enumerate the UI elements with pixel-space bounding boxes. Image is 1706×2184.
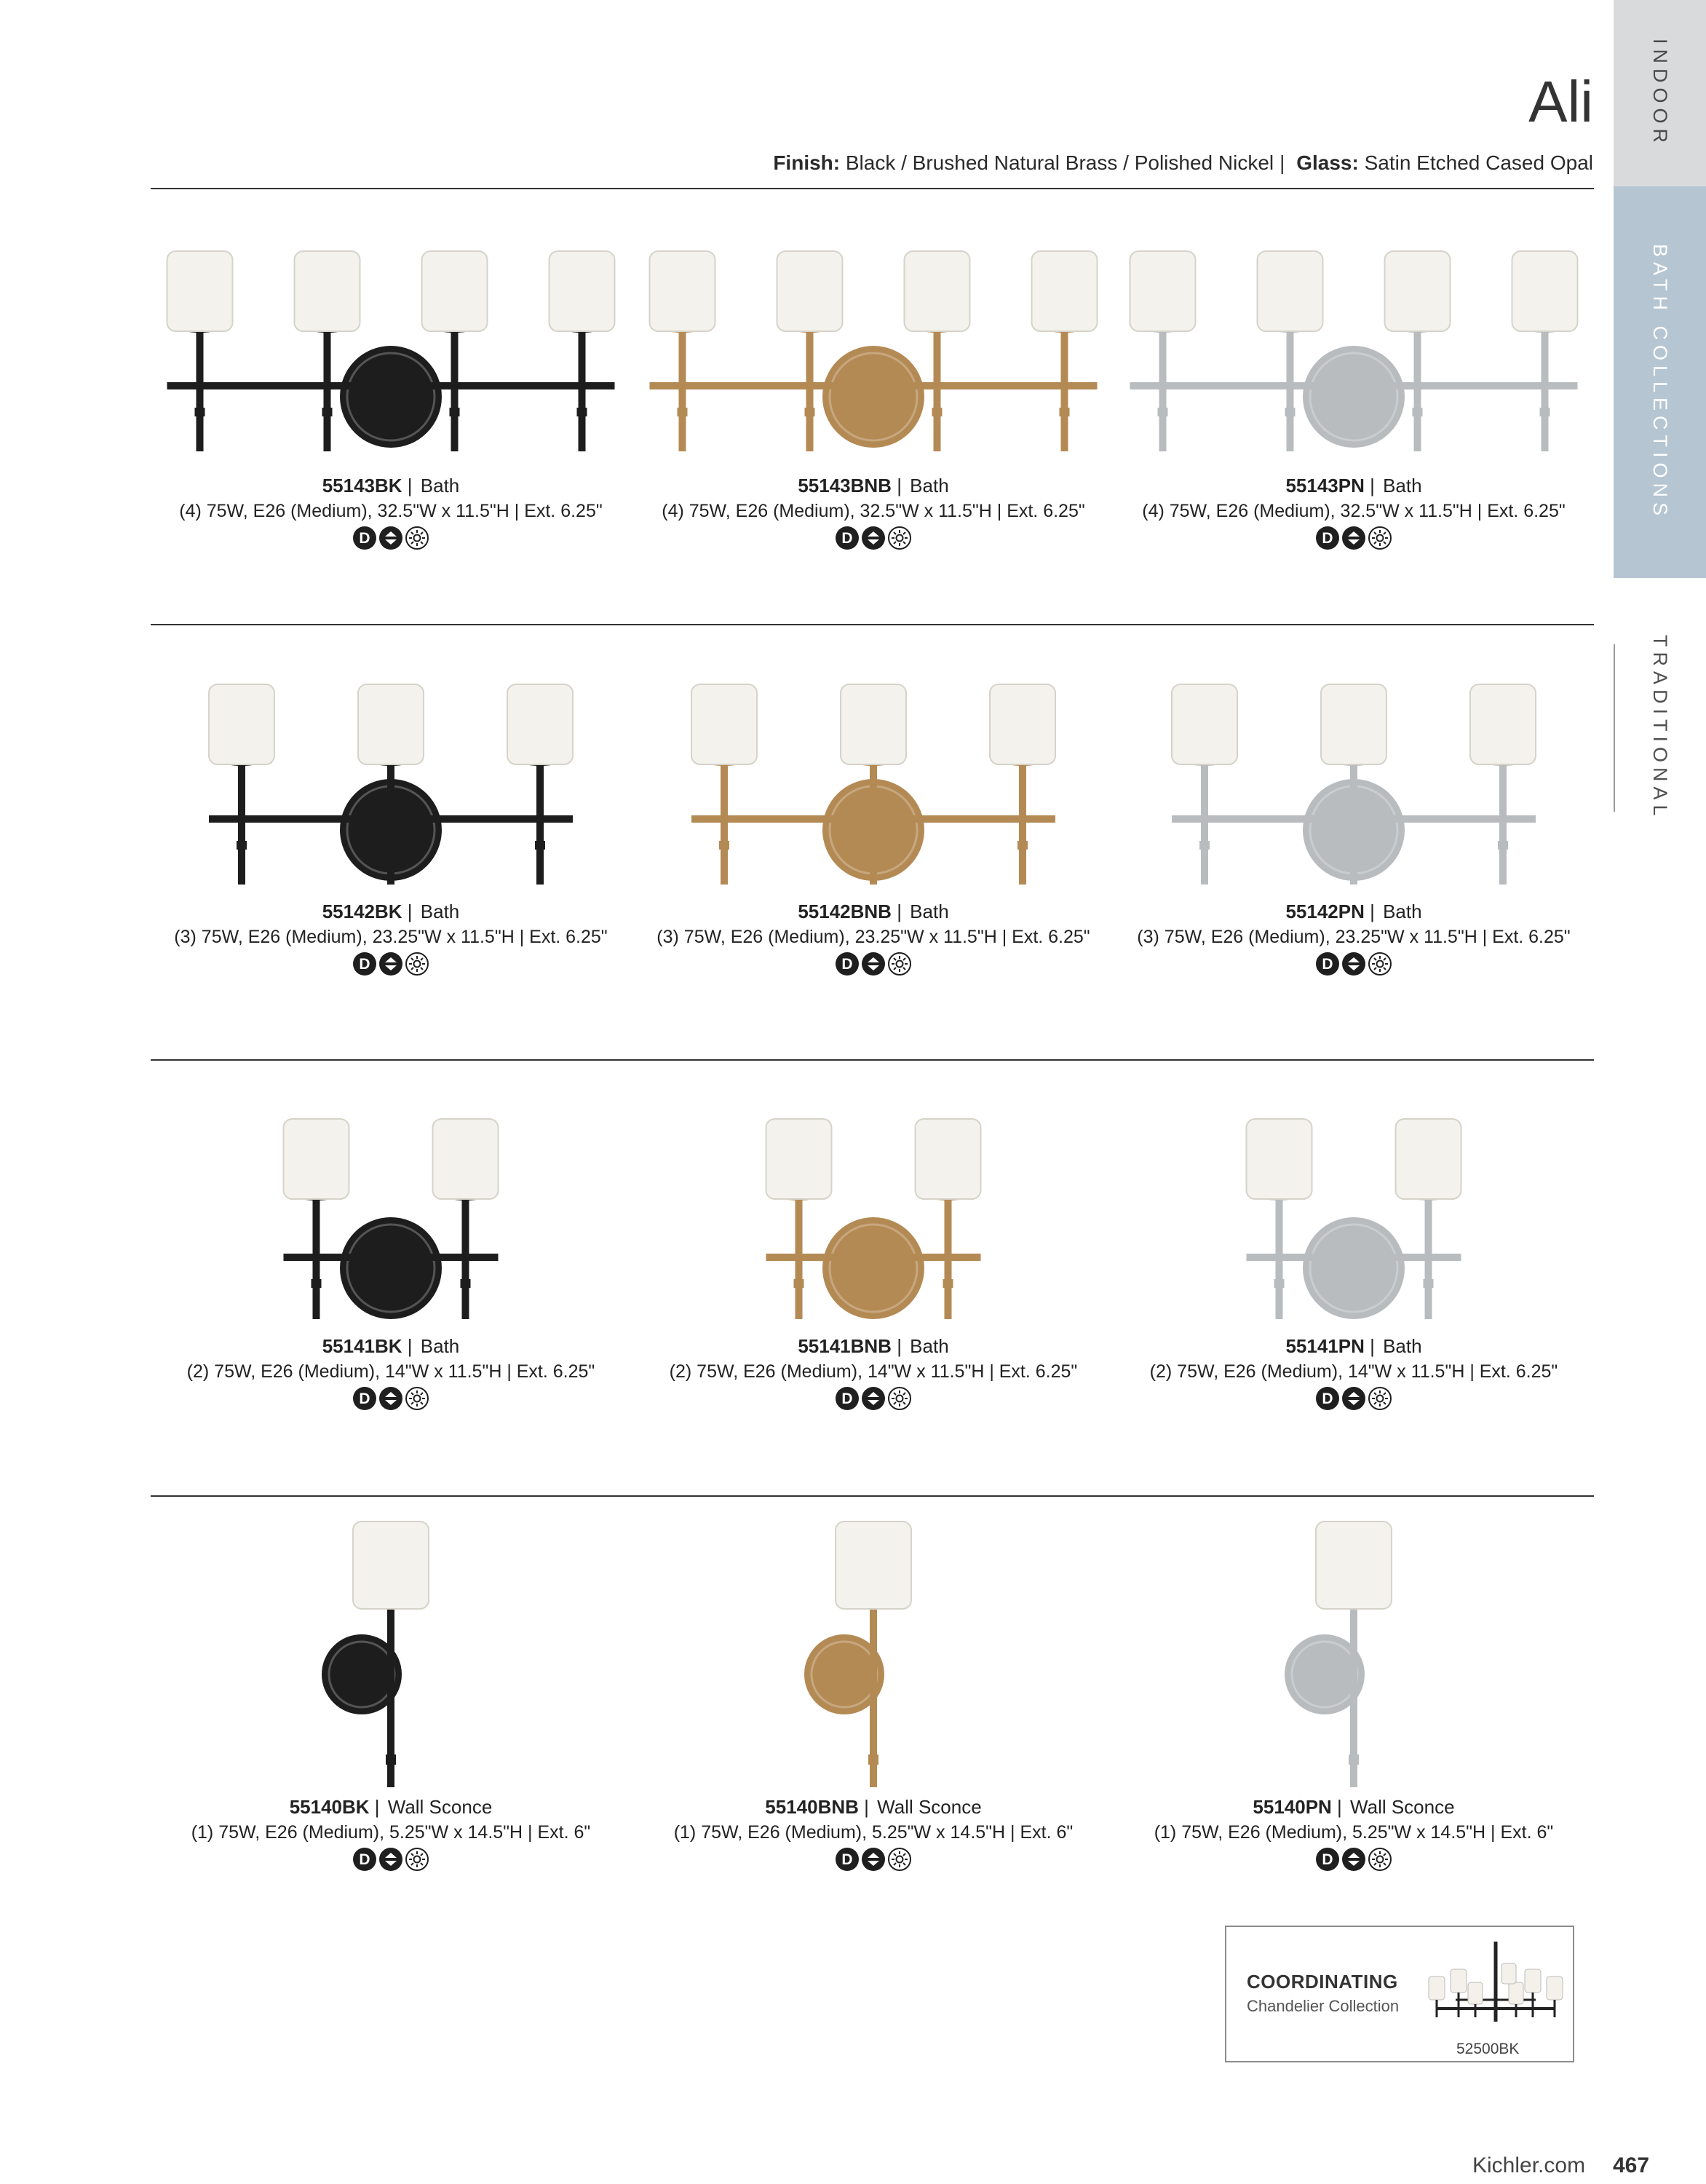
coordinating-subtitle: Chandelier Collection [1247, 1997, 1400, 2015]
damp-rated-icon: D [353, 1848, 376, 1871]
feature-icons [1114, 952, 1594, 976]
tab-indoor-label: INDOOR [1649, 39, 1671, 148]
backplate [1303, 1217, 1405, 1319]
glass-shade [358, 684, 424, 764]
fixture-image [1114, 673, 1594, 885]
damp-rated-icon: D [1316, 1387, 1339, 1410]
product-type: Bath [420, 1335, 460, 1357]
fixture-image [151, 1514, 631, 1795]
feature-icons [1114, 1387, 1594, 1410]
dimmable-icon [379, 1848, 402, 1871]
dimmable-icon [379, 952, 402, 976]
finish-value: Black / Brushed Natural Brass / Polished Nickel [845, 151, 1274, 174]
dimmable-icon [1342, 952, 1365, 976]
product-sku: 55143BK [322, 475, 402, 496]
tab-traditional[interactable] [1614, 635, 1706, 821]
glass-shade [691, 684, 757, 764]
glass-shade [1130, 251, 1196, 331]
tab-bath-collections-label: BATH COLLECTIONS [1649, 243, 1671, 521]
glass-value: Satin Etched Cased Opal [1364, 151, 1593, 174]
product-sku: 55141BNB [798, 1335, 892, 1357]
crossbar [167, 382, 615, 389]
glass-shade [841, 684, 906, 764]
sun-icon [1368, 1848, 1392, 1871]
damp-rated-icon: D [836, 1387, 859, 1410]
feature-icons [151, 1387, 631, 1410]
product-sku: 55143BNB [798, 475, 892, 496]
product-caption: 55140BNB | Wall Sconce (1) 75W, E26 (Medium), 5.25"W x 14.5"H | Ext. 6" D [633, 1795, 1114, 1871]
fixture-image [633, 1514, 1114, 1795]
fixture-image [1114, 240, 1594, 459]
product-spec: (3) 75W, E26 (Medium), 23.25"W x 11.5"H | Ext. 6.25" [656, 927, 1090, 947]
feature-icons [1114, 1848, 1594, 1871]
tab-bath-collections[interactable] [1614, 186, 1706, 578]
glass-shade [1470, 684, 1536, 764]
product-spec: (1) 75W, E26 (Medium), 5.25"W x 14.5"H | Ext. 6" [191, 1822, 591, 1843]
coordinating-sku: 52500BK [1456, 2041, 1520, 2057]
damp-rated-icon: D [836, 952, 859, 976]
crossbar [650, 382, 1098, 389]
dimmable-icon [862, 1387, 885, 1410]
glass-shade [422, 251, 488, 331]
glass-shade [433, 1119, 499, 1199]
dimmable-icon [862, 1848, 885, 1871]
product-type: Bath [1383, 475, 1422, 496]
product-card[interactable] [633, 1514, 1114, 1871]
product-sku: 55140PN [1253, 1796, 1332, 1818]
sun-icon [1368, 526, 1392, 550]
backplate [340, 1217, 442, 1319]
tab-indoor[interactable] [1614, 0, 1706, 186]
sun-icon [405, 1848, 429, 1871]
product-card[interactable] [151, 1514, 631, 1871]
glass-shade [1032, 251, 1098, 331]
glass-shade [777, 251, 843, 331]
glass-shade [1385, 251, 1451, 331]
feature-icons [151, 526, 631, 550]
product-sku: 55143PN [1285, 475, 1365, 496]
feature-icons [151, 1848, 631, 1871]
glass-shade [836, 1522, 911, 1609]
product-caption: 55142BNB | Bath (3) 75W, E26 (Medium), 23.25"W x 11.5"H | Ext. 6.25" D [633, 899, 1114, 976]
glass-shade [353, 1522, 429, 1609]
backplate [1303, 346, 1405, 448]
fixture-image [151, 240, 631, 459]
section-divider [151, 188, 1594, 189]
product-sku: 55142BK [322, 901, 402, 922]
product-spec: (3) 75W, E26 (Medium), 23.25"W x 11.5"H | Ext. 6.25" [174, 927, 608, 947]
product-sku: 55141BK [322, 1335, 402, 1357]
product-type: Wall Sconce [387, 1796, 493, 1818]
sun-icon [405, 1387, 429, 1410]
glass-shade [507, 684, 573, 764]
chandelier-image [1423, 1942, 1568, 2036]
product-caption: 55143BK | Bath (4) 75W, E26 (Medium), 32.5"W x 11.5"H | Ext. 6.25" D [151, 473, 631, 550]
product-spec: (4) 75W, E26 (Medium), 32.5"W x 11.5"H | Ext. 6.25" [662, 501, 1085, 521]
product-card[interactable] [151, 1108, 631, 1410]
glass-shade [550, 251, 615, 331]
fixture-image [1114, 1514, 1594, 1795]
sun-icon [888, 952, 911, 976]
feature-icons [633, 526, 1114, 550]
glass-shade [650, 251, 715, 331]
damp-rated-icon: D [1316, 526, 1339, 550]
product-type: Bath [420, 901, 460, 922]
product-spec: (1) 75W, E26 (Medium), 5.25"W x 14.5"H | Ext. 6" [673, 1822, 1074, 1843]
damp-rated-icon: D [353, 952, 376, 976]
coordinating-title: COORDINATING [1247, 1971, 1398, 1993]
product-card[interactable] [1114, 673, 1594, 976]
backplate [822, 1217, 924, 1319]
product-caption: 55143BNB | Bath (4) 75W, E26 (Medium), 32.5"W x 11.5"H | Ext. 6.25" D [633, 473, 1114, 550]
product-card[interactable] [633, 1108, 1114, 1410]
glass-shade [766, 1119, 832, 1199]
dimmable-icon [1342, 1848, 1365, 1871]
crossbar [1130, 382, 1578, 389]
product-type: Wall Sconce [1350, 1796, 1455, 1818]
page-number: 467 [1613, 2153, 1650, 2177]
glass-shade [167, 251, 233, 331]
fixture-image [151, 1108, 631, 1319]
damp-rated-icon: D [353, 1387, 376, 1410]
glass-shade [1172, 684, 1237, 764]
product-caption: 55141PN | Bath (2) 75W, E26 (Medium), 14"W x 11.5"H | Ext. 6.25" D [1114, 1334, 1594, 1410]
product-caption: 55140BK | Wall Sconce (1) 75W, E26 (Medium), 5.25"W x 14.5"H | Ext. 6" D [151, 1795, 631, 1871]
glass-shade [1316, 1522, 1392, 1609]
glass-shade [1258, 251, 1323, 331]
product-sku: 55142PN [1285, 901, 1365, 922]
glass-shade [1512, 251, 1578, 331]
product-spec: (4) 75W, E26 (Medium), 32.5"W x 11.5"H | Ext. 6.25" [1142, 501, 1566, 521]
glass-shade [916, 1119, 981, 1199]
product-sku: 55140BNB [765, 1796, 859, 1818]
damp-rated-icon: D [836, 1848, 859, 1871]
backplate [822, 346, 924, 448]
product-card[interactable] [633, 673, 1114, 976]
sun-icon [405, 526, 429, 550]
product-caption: 55143PN | Bath (4) 75W, E26 (Medium), 32.5"W x 11.5"H | Ext. 6.25" D [1114, 473, 1594, 550]
product-spec: (2) 75W, E26 (Medium), 14"W x 11.5"H | Ext. 6.25" [1149, 1361, 1558, 1382]
product-type: Wall Sconce [877, 1796, 982, 1818]
product-card[interactable] [151, 673, 631, 976]
product-caption: 55141BK | Bath (2) 75W, E26 (Medium), 14"W x 11.5"H | Ext. 6.25" D [151, 1334, 631, 1410]
product-type: Bath [420, 475, 460, 496]
glass-shade [295, 251, 360, 331]
product-sku: 55140BK [289, 1796, 370, 1818]
glass-shade [1247, 1119, 1312, 1199]
product-spec: (1) 75W, E26 (Medium), 5.25"W x 14.5"H | Ext. 6" [1154, 1822, 1554, 1843]
sun-icon [888, 1387, 911, 1410]
product-type: Bath [1383, 1335, 1422, 1357]
dimmable-icon [862, 952, 885, 976]
fixture-image [633, 1108, 1114, 1319]
product-type: Bath [1383, 901, 1422, 922]
sun-icon [888, 1848, 911, 1871]
glass-shade [209, 684, 274, 764]
finish-glass-line: Finish: Black / Brushed Natural Brass / Polished Nickel | Glass: Satin Etched Cased Opal [773, 151, 1593, 174]
product-type: Bath [910, 1335, 949, 1357]
section-divider [151, 624, 1594, 625]
sun-icon [1368, 1387, 1392, 1410]
backplate [340, 346, 442, 448]
product-card[interactable] [151, 240, 631, 550]
damp-rated-icon: D [1316, 1848, 1339, 1871]
dimmable-icon [379, 1387, 402, 1410]
tab-traditional-label: TRADITIONAL [1649, 635, 1671, 821]
product-caption: 55142BK | Bath (3) 75W, E26 (Medium), 23.25"W x 11.5"H | Ext. 6.25" D [151, 899, 631, 976]
glass-shade [905, 251, 970, 331]
product-caption: 55140PN | Wall Sconce (1) 75W, E26 (Medium), 5.25"W x 14.5"H | Ext. 6" D [1114, 1795, 1594, 1871]
product-spec: (2) 75W, E26 (Medium), 14"W x 11.5"H | Ext. 6.25" [186, 1361, 595, 1382]
page-title: Ali [1528, 69, 1593, 134]
section-divider [151, 1495, 1594, 1497]
feature-icons [1114, 526, 1594, 550]
damp-rated-icon: D [836, 526, 859, 550]
footer-site-link[interactable]: Kichler.com [1472, 2153, 1586, 2177]
sun-icon [405, 952, 429, 976]
product-type: Bath [910, 901, 949, 922]
product-card[interactable] [1114, 1108, 1594, 1410]
coordinating-box[interactable] [1225, 1926, 1574, 2062]
product-caption: 55142PN | Bath (3) 75W, E26 (Medium), 23.25"W x 11.5"H | Ext. 6.25" D [1114, 899, 1594, 976]
product-card[interactable] [1114, 240, 1594, 550]
finish-label: Finish: [773, 151, 841, 174]
sun-icon [1368, 952, 1392, 976]
product-card[interactable] [1114, 1514, 1594, 1871]
feature-icons [151, 952, 631, 976]
glass-shade [990, 684, 1055, 764]
fixture-image [633, 673, 1114, 885]
dimmable-icon [862, 526, 885, 550]
glass-shade [1321, 684, 1386, 764]
fixture-image [1114, 1108, 1594, 1319]
feature-icons [633, 1848, 1114, 1871]
fixture-image [633, 240, 1114, 459]
product-spec: (4) 75W, E26 (Medium), 32.5"W x 11.5"H | Ext. 6.25" [179, 501, 603, 521]
feature-icons [633, 1387, 1114, 1410]
product-type: Bath [910, 475, 949, 496]
dimmable-icon [1342, 526, 1365, 550]
product-card[interactable] [633, 240, 1114, 550]
product-spec: (2) 75W, E26 (Medium), 14"W x 11.5"H | Ext. 6.25" [669, 1361, 1078, 1382]
product-sku: 55141PN [1285, 1335, 1365, 1357]
dimmable-icon [1342, 1387, 1365, 1410]
section-divider [151, 1059, 1594, 1061]
dimmable-icon [379, 526, 402, 550]
damp-rated-icon: D [353, 526, 376, 550]
product-caption: 55141BNB | Bath (2) 75W, E26 (Medium), 14"W x 11.5"H | Ext. 6.25" D [633, 1334, 1114, 1410]
fixture-image [151, 673, 631, 885]
product-spec: (3) 75W, E26 (Medium), 23.25"W x 11.5"H | Ext. 6.25" [1137, 927, 1571, 947]
glass-label: Glass: [1296, 151, 1359, 174]
feature-icons [633, 952, 1114, 976]
glass-shade [1396, 1119, 1461, 1199]
product-sku: 55142BNB [798, 901, 892, 922]
damp-rated-icon: D [1316, 952, 1339, 976]
sun-icon [888, 526, 911, 550]
glass-shade [284, 1119, 349, 1199]
